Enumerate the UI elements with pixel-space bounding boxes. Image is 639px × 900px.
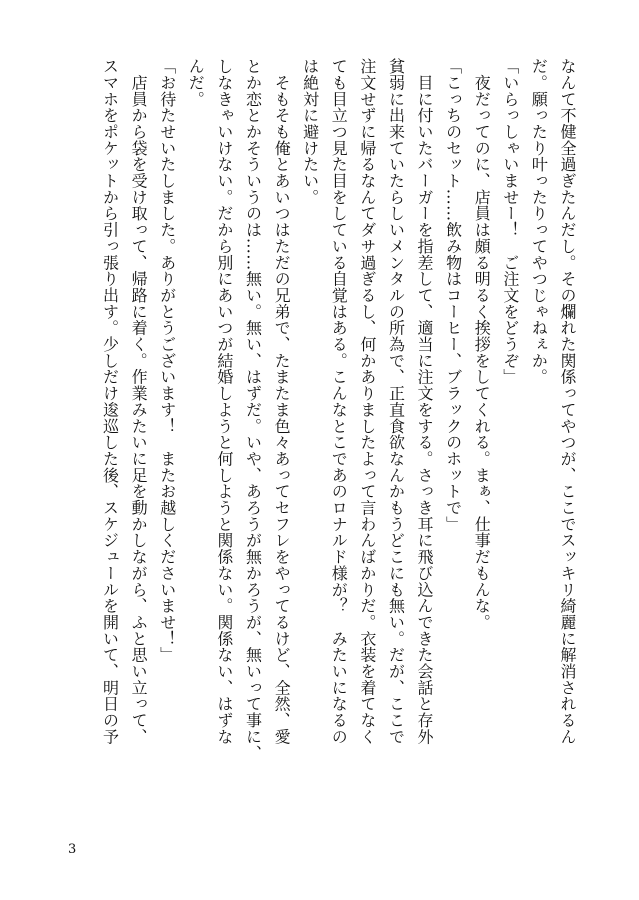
text-line: そもそも俺とあいつはただの兄弟で、たまたま色々あってセフレをやってるけど、全然、愛 [272,58,292,745]
text-line: 目に付いたバーガーを指差して、適当に注文をする。さっき耳に飛び込んできた会話と存外 [415,58,435,745]
text-line: ても目立つ見た目をしている自覚はある。こんなとこであのロナルド様が？ みたいになるの [329,58,349,745]
text-line: は絶対に避けたい。 [300,58,320,206]
text-line: んだ。 [186,58,206,108]
text-line: 「お待たせいたしました。ありがとうございます！ またお越しくださいませ！」 [157,58,177,663]
text-line: 「いらっしゃいませー！ ご注文をどうぞ」 [500,58,520,385]
text-line: 夜だってのに、店員は頗る明るく挨拶をしてくれる。まぁ、仕事だもんな。 [472,58,492,631]
text-line: 注文せずに帰るなんてダサ過ぎるし、何かありましたよって言わんばかりだ。衣装を着てなく [357,58,377,745]
text-line: とか恋とかそういうのは……無い。無い、はずだ。いや、あろうが無かろうが、無いって事に、 [243,58,263,762]
page-number: 3 [68,842,77,857]
text-line: 店員から袋を受け取って、帰路に着く。作業みたいに足を動かしながら、ふと思い立って、 [129,58,149,745]
text-line: なんて不健全過ぎたんだし。その爛れた関係ってやつが、ここでスッキリ綺麗に解消されるん [558,58,577,745]
text-line: 貧弱に出来ていたらしいメンタルの所為で、正直食欲なんかもうどこにも無い。だが、ここで [386,58,406,745]
text-line: だ。願ったり叶ったりってやつじゃねぇか。 [529,58,549,385]
text-line: スマホをポケットから引っ張り出す。少しだけ逡巡した後、スケジュールを開いて、明日の予 [100,58,120,745]
text-line: しなきゃいけない。だから別にあいつが結婚しようと何しようと関係ない。関係ない、はずな [214,58,234,745]
body-text [61,58,581,818]
text-line: 「こっちのセット……飲み物はコーヒー、ブラックのホットで」 [443,58,463,533]
